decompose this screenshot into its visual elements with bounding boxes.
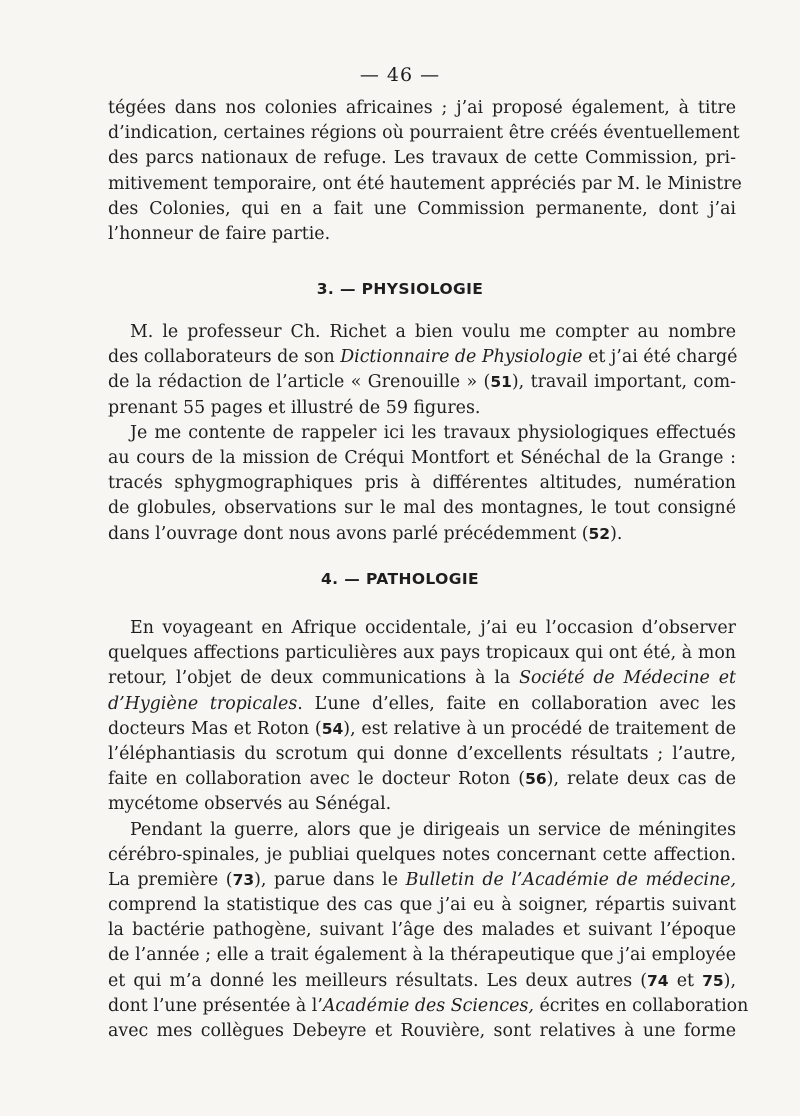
reference-number: 74 bbox=[647, 971, 669, 990]
text-line: faite en collaboration avec le docteur Roton (56), relate deux cas de bbox=[108, 769, 736, 790]
text-line: dont l’une présentée à l’Académie des Sciences, écrites en collaboration bbox=[108, 995, 749, 1016]
text-line: tégées dans nos colonies africaines ; j’ai proposé également, à titre bbox=[108, 98, 736, 118]
reference-number: 51 bbox=[490, 373, 512, 392]
text-line: La première (73), parue dans le Bulletin de l’Académie de médecine, bbox=[108, 869, 736, 890]
dictionnaire-title: Dictionnaire de Physiologie bbox=[340, 347, 583, 368]
text-line: prenant 55 pages et illustré de 59 figures. bbox=[108, 397, 481, 418]
text-line: Pendant la guerre, alors que je dirigeais un service de méningites bbox=[130, 819, 736, 840]
text-line: mitivement temporaire, ont été hautement appréciés par M. le Ministre bbox=[108, 173, 742, 194]
text-line: En voyageant en Afrique occidentale, j’ai eu l’occasion d’observer bbox=[130, 618, 736, 638]
text-line: de globules, observations sur le mal des montagnes, le tout consigné bbox=[108, 498, 736, 519]
text-line: M. le professeur Ch. Richet a bien voulu me compter au nombre bbox=[130, 322, 736, 342]
reference-number: 54 bbox=[321, 719, 344, 738]
text-line: au cours de la mission de Créqui Montfort et Sénéchal de la Grange : bbox=[108, 447, 736, 468]
societe-title-cont: d’Hygiène tropicales bbox=[108, 693, 298, 714]
text-line: mycétome observés au Sénégal. bbox=[108, 794, 392, 815]
text-line: l’éléphantiasis du scrotum qui donne d’excellents résultats ; l’autre, bbox=[108, 743, 736, 764]
section-physiologie-body bbox=[108, 320, 736, 547]
text-line: l’honneur de faire partie. bbox=[108, 223, 331, 244]
text-line: des parcs nationaux de refuge. Les travaux de cette Commission, pri- bbox=[108, 148, 736, 169]
text-line: dans l’ouvrage dont nous avons parlé précédemment (52). bbox=[108, 523, 623, 544]
text-line: des Colonies, qui en a fait une Commission permanente, dont j’ai bbox=[108, 198, 736, 219]
text-line: quelques affections particulières aux pays tropicaux qui ont été, à mon bbox=[108, 643, 736, 664]
text-line: d’indication, certaines régions où pourraient être créés éventuellement bbox=[108, 123, 740, 144]
page-number: — 46 — bbox=[359, 64, 441, 86]
text-line: de l’année ; elle a trait également à la thérapeutique que j’ai employée bbox=[108, 945, 736, 966]
text-line: comprend la statistique des cas que j’ai eu à soigner, répartis suivant bbox=[108, 895, 736, 916]
reference-number: 73 bbox=[232, 870, 255, 889]
text-line: et qui m’a donné les meilleurs résultats. Les deux autres (74 et 75), bbox=[108, 970, 736, 991]
text-line: docteurs Mas et Roton (54), est relative à un procédé de traitement de bbox=[108, 718, 737, 739]
text-line: retour, l’objet de deux communications à la Société de Médecine et bbox=[108, 668, 736, 689]
text-line: avec mes collègues Debeyre et Rouvière, sont relatives à une forme bbox=[108, 1021, 736, 1041]
section-pathologie-body bbox=[108, 616, 749, 1044]
section-heading-pathologie: 4. — PATHOLOGIE bbox=[321, 570, 479, 588]
reference-number: 75 bbox=[702, 971, 724, 990]
text-line: tracés sphygmographiques pris à différentes altitudes, numération bbox=[108, 473, 736, 494]
bulletin-title: Bulletin de l’Académie de médecine, bbox=[405, 869, 736, 890]
text-line: Je me contente de rappeler ici les travaux physiologiques effectués bbox=[130, 422, 736, 443]
text-line: d’Hygiène tropicales. L’une d’elles, faite en collaboration avec les bbox=[108, 693, 736, 714]
paragraph-colonies bbox=[108, 96, 742, 247]
text-line: la bactérie pathogène, suivant l’âge des malades et suivant l’époque bbox=[108, 920, 736, 941]
text-line: cérébro-spinales, je publiai quelques notes concernant cette affection. bbox=[108, 844, 736, 865]
reference-number: 56 bbox=[525, 770, 547, 789]
academie-title: Académie des Sciences, bbox=[322, 995, 534, 1016]
reference-number: 52 bbox=[588, 524, 611, 543]
societe-title: Société de Médecine et bbox=[519, 668, 736, 689]
text-line: des collaborateurs de son Dictionnaire de Physiologie et j’ai été chargé bbox=[108, 347, 738, 368]
section-heading-physiologie: 3. — PHYSIOLOGIE bbox=[316, 280, 484, 298]
text-line: de la rédaction de l’article « Grenouille » (51), travail important, com- bbox=[108, 372, 736, 393]
